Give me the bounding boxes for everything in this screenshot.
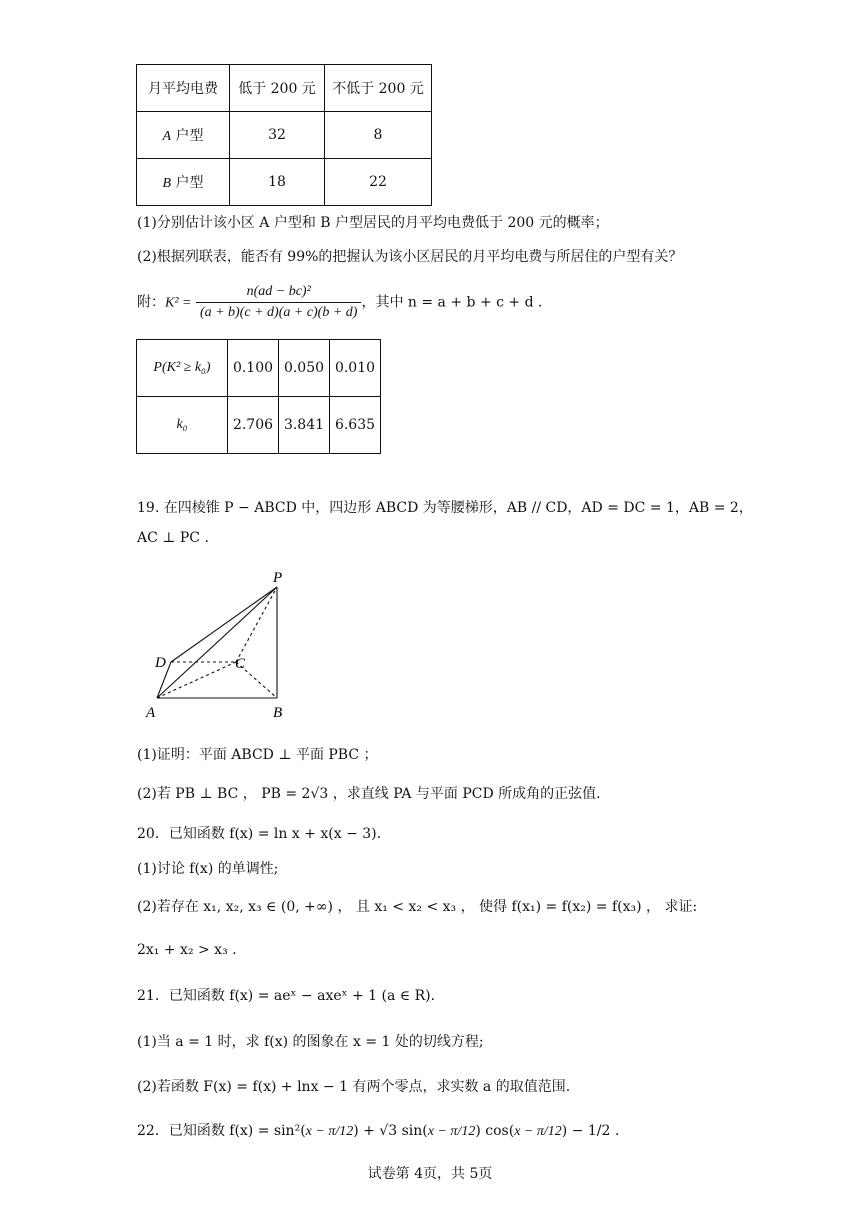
- q22-stem: 22．已知函数 f(x) = sin²(x − π/12) + √3 sin(x − π/12) cos(x − π/12) − 1/2 .: [137, 1123, 620, 1139]
- edge-pc: [236, 587, 277, 662]
- formula-prefix: 附：: [137, 294, 165, 311]
- formula-suffix: ，其中 n = a + b + c + d .: [361, 294, 543, 311]
- table-row: [137, 112, 432, 159]
- q21-stem: 21．已知函数 f(x) = aeˣ − axeˣ + 1 (a ∈ R).: [137, 988, 436, 1004]
- q20-part1: (1)讨论 f(x) 的单调性;: [137, 861, 279, 877]
- table-row-label: k₀: [137, 397, 228, 454]
- table-header-cell: 低于 200 元: [230, 65, 325, 112]
- vertex-label-d: D: [155, 655, 166, 671]
- table-row-label: A 户型: [137, 112, 230, 159]
- q21-part2: (2)若函数 F(x) = f(x) + lnx − 1 有两个零点，求实数 a 的取值范围.: [137, 1079, 571, 1095]
- q19-stem-cont: AC ⊥ PC .: [137, 530, 209, 546]
- q22-paren-3: x − π/12: [514, 1124, 562, 1139]
- table-row: [137, 159, 432, 206]
- q22-stem-b: + √3 sin: [358, 1123, 423, 1139]
- table-header-row: [137, 65, 432, 112]
- edge-pd: [171, 587, 277, 662]
- q19-part2: (2)若 PB ⊥ BC ， PB = 2√3 ，求直线 PA 与平面 PCD 所成角的正弦值.: [137, 786, 601, 802]
- pyramid-figure: [140, 565, 300, 725]
- table-cell: 6.635: [330, 397, 381, 454]
- q22-stem-a: 22．已知函数 f(x) = sin²: [137, 1123, 301, 1139]
- q19-stem: 19. 在四棱锥 P − ABCD 中，四边形 ABCD 为等腰梯形，AB // CD，AD = DC = 1，AB = 2，: [137, 500, 753, 516]
- q22-paren-2: x − π/12: [427, 1124, 476, 1139]
- table-cell: 18: [230, 159, 325, 206]
- formula-numerator: n(ad − bc)²: [246, 284, 311, 299]
- table-cell: 0.010: [330, 340, 381, 397]
- q22-stem-c: cos: [480, 1123, 509, 1139]
- vertex-label-a: A: [146, 705, 156, 721]
- table-cell: 8: [325, 112, 432, 159]
- q19-part1: (1)证明：平面 ABCD ⊥ 平面 PBC ；: [137, 747, 378, 763]
- edge-pa: [157, 587, 277, 698]
- q18-part2: (2)根据列联表，能否有 99%的把握认为该小区居民的月平均电费与所居住的户型有关？: [137, 249, 683, 265]
- q22-paren-1: x − π/12: [305, 1124, 354, 1139]
- critical-value-table: [136, 339, 381, 454]
- electricity-contingency-table: [136, 64, 432, 206]
- formula-fraction: [196, 284, 362, 321]
- table-cell: 22: [325, 159, 432, 206]
- table-cell: 3.841: [279, 397, 330, 454]
- q20-stem: 20．已知函数 f(x) = ln x + x(x − 3).: [137, 826, 382, 842]
- table-row: [137, 397, 381, 454]
- table-row-label: P(K² ≥ k₀): [137, 340, 228, 397]
- q20-part2-cont: 2x₁ + x₂ > x₃ .: [137, 942, 237, 958]
- q20-part2: (2)若存在 x₁, x₂, x₃ ∈ (0, +∞) ， 且 x₁ < x₂ < x₃ ， 使得 f(x₁) = f(x₂) = f(x₃) ， 求证:: [137, 899, 698, 915]
- chi-square-formula: [137, 284, 542, 321]
- table-header-cell: 月平均电费: [137, 65, 230, 112]
- formula-lhs: K² =: [165, 295, 192, 311]
- page-footer: 试卷第 4页，共 5页: [367, 1166, 493, 1182]
- table-row-label: B 户型: [137, 159, 230, 206]
- q21-part1: (1)当 a = 1 时，求 f(x) 的图象在 x = 1 处的切线方程;: [137, 1034, 484, 1050]
- q22-stem-d: − 1/2 .: [567, 1123, 620, 1139]
- table-cell: 0.100: [228, 340, 279, 397]
- vertex-label-p: P: [273, 570, 283, 586]
- q18-part1: (1)分别估计该小区 A 户型和 B 户型居民的月平均电费低于 200 元的概率；: [137, 215, 609, 231]
- table-row: [137, 340, 381, 397]
- table-cell: 2.706: [228, 397, 279, 454]
- formula-denominator: (a + b)(c + d)(a + c)(b + d): [196, 302, 362, 321]
- vertex-label-b: B: [273, 705, 283, 721]
- table-cell: 0.050: [279, 340, 330, 397]
- table-header-cell: 不低于 200 元: [325, 65, 432, 112]
- table-cell: 32: [230, 112, 325, 159]
- vertex-label-c: C: [235, 656, 246, 672]
